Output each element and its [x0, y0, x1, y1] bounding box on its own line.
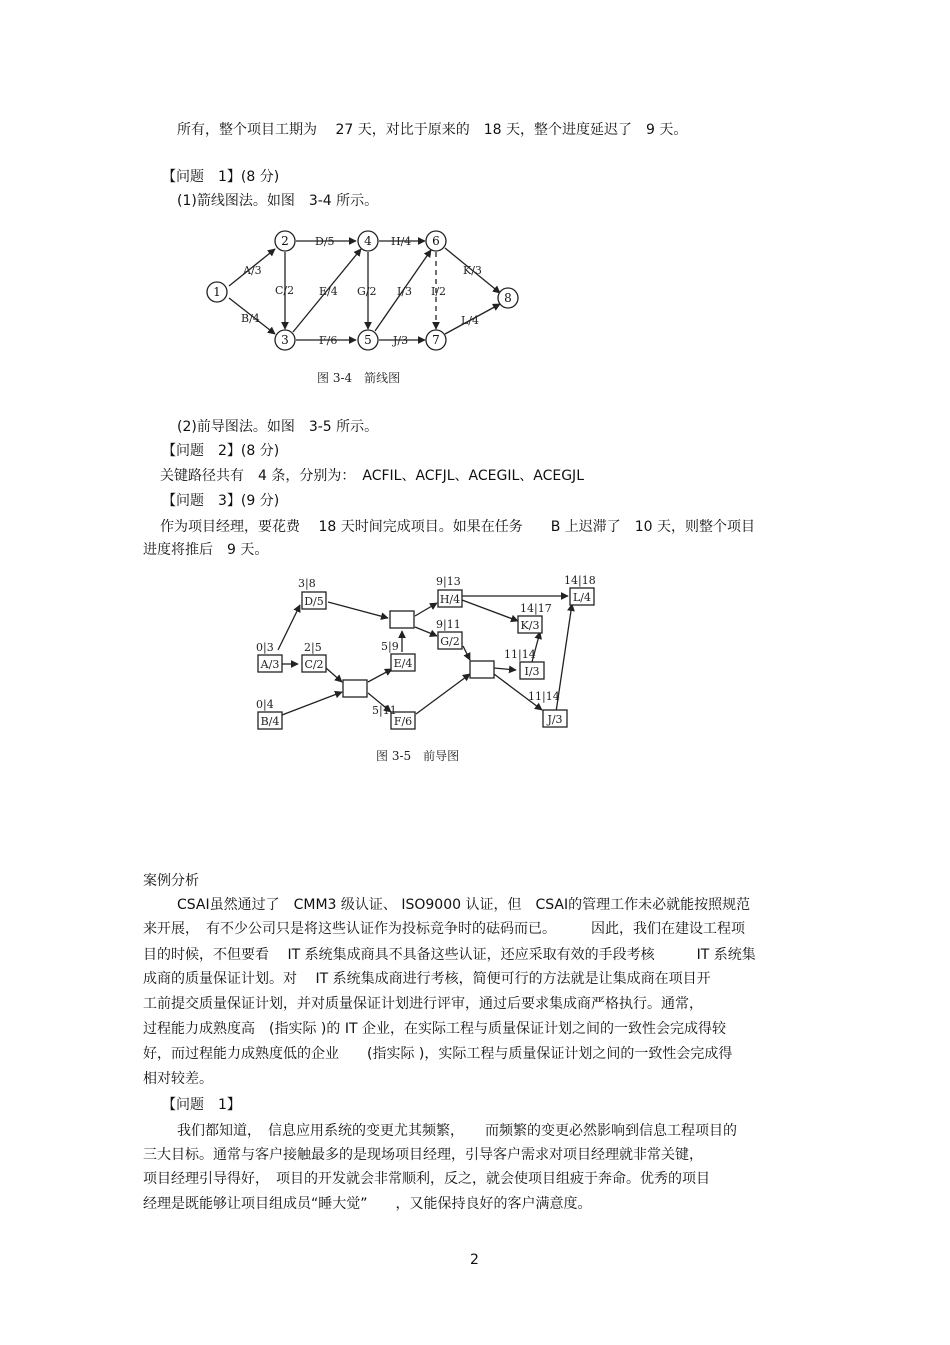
node-label: 8 [504, 291, 512, 305]
dependency-arrow [415, 627, 437, 636]
edge-label: L/4 [461, 314, 480, 327]
text-line: 作为项目经理，要花费 18 天时间完成项目。如果在任务 B 上迟滞了 10 天，则整个项目 [160, 519, 756, 535]
edge-label: H/4 [391, 235, 412, 248]
section-heading: 案例分析 [143, 873, 199, 889]
node-label: 3 [281, 333, 289, 347]
dependency-arrow [282, 692, 342, 715]
node-label: 1 [213, 285, 221, 299]
edge-label: C/2 [275, 284, 295, 297]
task-label: C/2 [304, 658, 324, 671]
text-line: 相对较差。 [143, 1071, 213, 1087]
dependency-arrow [326, 668, 342, 682]
task-label: H/4 [439, 593, 461, 606]
time-label: 0|3 [256, 641, 274, 654]
precedence-diagram-figure [250, 572, 620, 772]
text-line: 来开展， 有不少公司只是将这些认证作为投标竞争时的砝码而已。 因此，我们在建设工程项 [143, 921, 745, 937]
dependency-arrow [278, 605, 300, 650]
page-number: 2 [470, 1252, 479, 1268]
question-heading: 【问题 3】(9 分) [162, 493, 280, 509]
edge-label: B/4 [241, 312, 260, 325]
arrow-diagram-svg [195, 222, 535, 392]
time-label: 5|11 [372, 704, 397, 717]
dependency-arrow [462, 600, 518, 621]
task-label: G/2 [440, 635, 460, 648]
edge-label: I/2 [431, 285, 447, 298]
text-line: 工前提交质量保证计划，并对质量保证计划进行评审，通过后要求集成商严格执行。通常， [143, 996, 703, 1012]
milestone-box [390, 611, 414, 628]
question-heading: 【问题 2】(8 分) [162, 443, 280, 459]
node-label: 2 [281, 234, 289, 248]
dependency-arrow [328, 602, 388, 618]
text-line: 进度将推后 9 天。 [143, 542, 269, 558]
dependency-arrow [415, 603, 437, 616]
task-label: E/4 [393, 657, 413, 670]
text-line: 经理是既能够让项目组成员“睡大觉” ，又能保持良好的客户满意度。 [143, 1196, 592, 1212]
time-label: 11|14 [504, 648, 536, 661]
node-label: 7 [432, 333, 440, 347]
text-line: (1)箭线图法。如图 3-4 所示。 [177, 193, 379, 209]
time-label: 14|17 [520, 602, 552, 615]
milestone-box [470, 661, 494, 678]
task-label: I/3 [524, 665, 540, 678]
time-label: 14|18 [564, 574, 596, 587]
task-label: B/4 [260, 715, 280, 728]
milestone-box [343, 680, 367, 697]
text-line: CSAI虽然通过了 CMM3 级认证、 ISO9000 认证，但 CSAI的管理工作未必就能按照规范 [177, 897, 751, 913]
time-label: 9|11 [436, 618, 461, 631]
time-label: 9|13 [436, 575, 461, 588]
text-line: (2)前导图法。如图 3-5 所示。 [177, 419, 379, 435]
text-line: 好，而过程能力成熟度低的企业 (指实际 )，实际工程与质量保证计划之间的一致性会完成得 [143, 1046, 733, 1062]
text-line: 关键路径共有 4 条，分别为： ACFIL、ACFJL、ACEGIL、ACEGJL [160, 468, 584, 484]
task-label: L/4 [572, 591, 592, 604]
text-line: 所有，整个项目工期为 27 天，对比于原来的 18 天，整个进度延迟了 9 天。 [177, 122, 688, 138]
text-line: 过程能力成熟度高 (指实际 )的 IT 企业，在实际工程与质量保证计划之间的一致性会完成得较 [143, 1021, 726, 1037]
question-heading: 【问题 1】(8 分) [162, 169, 280, 185]
edge-label: D/5 [315, 235, 335, 248]
time-label: 11|14 [528, 690, 560, 703]
question-heading: 【问题 1】 [162, 1097, 241, 1113]
dependency-arrow [463, 646, 470, 660]
edge-label: F/6 [319, 334, 338, 347]
task-label: F/6 [393, 715, 413, 728]
text-line: 三大目标。通常与客户接触最多的是现场项目经理，引导客户需求对项目经理就非常关键， [143, 1147, 703, 1163]
task-label: D/5 [304, 595, 324, 608]
edge-label: I/3 [397, 285, 413, 298]
dependency-arrow [368, 669, 392, 682]
time-label: 2|5 [304, 641, 322, 654]
time-label: 5|9 [381, 640, 399, 653]
figure-caption: 图 3-5 前导图 [376, 749, 460, 763]
edge-label: K/3 [463, 264, 482, 277]
figure-caption: 图 3-4 箭线图 [317, 371, 401, 385]
node-label: 6 [432, 234, 440, 248]
time-label: 3|8 [298, 577, 316, 590]
edge-label: J/3 [393, 334, 409, 347]
time-label: 0|4 [256, 698, 274, 711]
text-line: 成商的质量保证计划。对 IT 系统集成商进行考核，简便可行的方法就是让集成商在项目开 [143, 971, 711, 987]
task-label: A/3 [260, 658, 280, 671]
task-label: K/3 [520, 619, 540, 632]
dependency-arrow [494, 668, 516, 670]
node-label: 5 [364, 333, 372, 347]
edge-label: A/3 [243, 264, 262, 277]
edge-label: G/2 [357, 285, 377, 298]
precedence-diagram-svg [250, 572, 620, 772]
task-label: J/3 [547, 713, 563, 726]
text-line: 目的时候，不但要看 IT 系统集成商具不具备这些认证，还应采取有效的手段考核 IT 系统集 [143, 947, 756, 963]
edge-label: E/4 [319, 285, 338, 298]
dependency-arrow [416, 674, 470, 714]
node-label: 4 [364, 234, 372, 248]
arrow-diagram-figure [195, 222, 535, 392]
text-line: 我们都知道， 信息应用系统的变更尤其频繁， 而频繁的变更必然影响到信息工程项目的 [177, 1123, 737, 1139]
text-line: 项目经理引导得好， 项目的开发就会非常顺利，反之，就会使项目组疲于奔命。优秀的项目 [143, 1171, 710, 1187]
